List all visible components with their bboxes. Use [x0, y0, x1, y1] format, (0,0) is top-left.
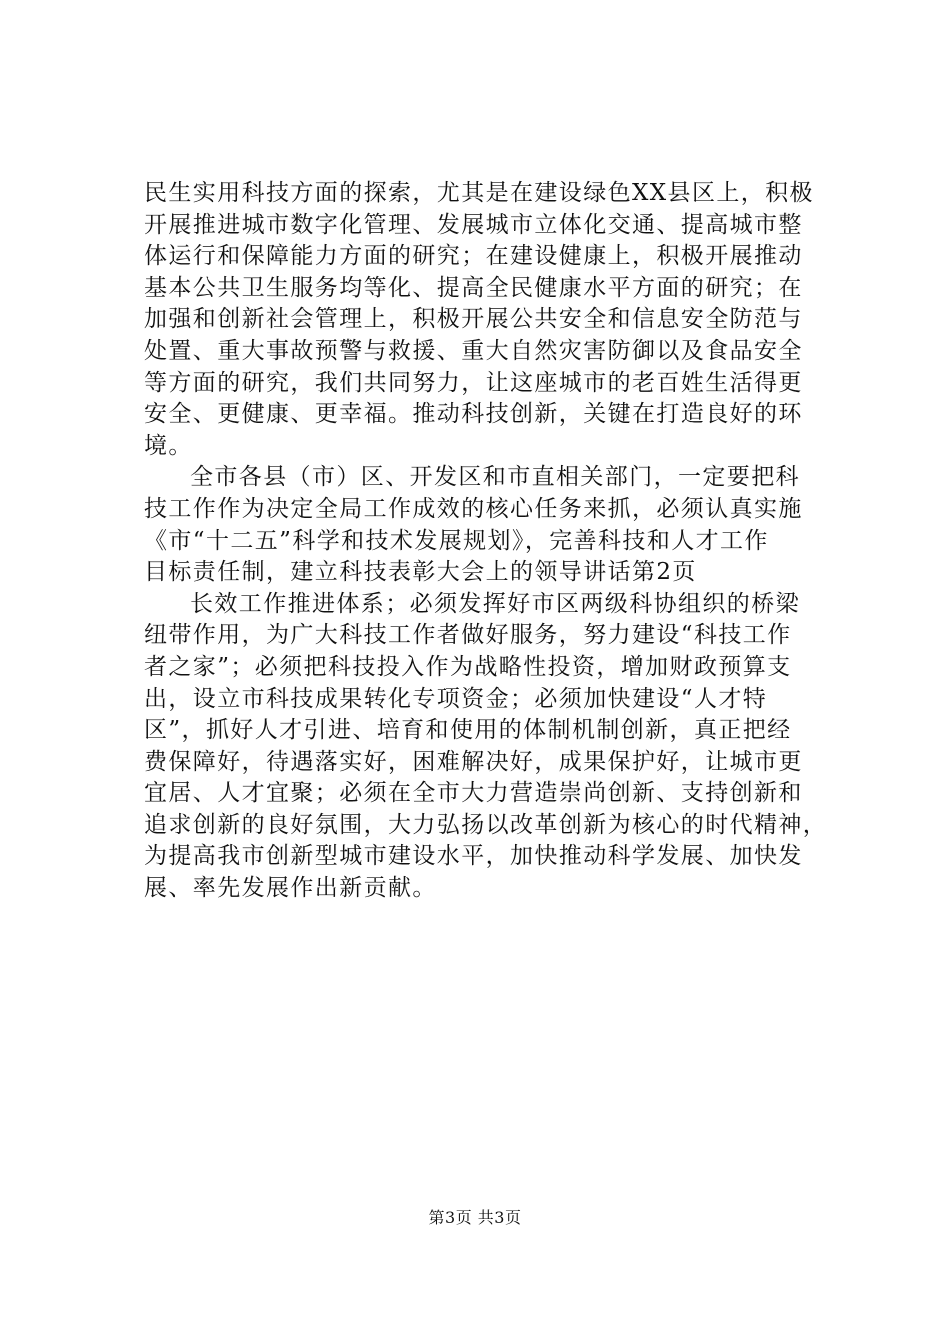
paragraph-1-line: 安全、更健康、更幸福。推动科技创新，关键在打造良好的环	[144, 401, 803, 428]
paragraph-2-line: 技工作作为决定全局工作成效的核心任务来抓，必须认真实施	[144, 495, 803, 522]
paragraph-1-line: 体运行和保障能力方面的研究；在建设健康上，积极开展推动	[144, 243, 803, 270]
paragraph-1-line: 处置、重大事故预警与救援、重大自然灾害防御以及食品安全	[144, 337, 803, 364]
paragraph-1-line: 开展推进城市数字化管理、发展城市立体化交通、提高城市整	[144, 211, 803, 238]
paragraph-2-line: 全市各县（市）区、开发区和市直相关部门，一定要把科	[190, 464, 800, 491]
paragraph-3-line: 长效工作推进体系；必须发挥好市区两级科协组织的桥梁	[190, 590, 800, 617]
paragraph-3-line: 区”，抓好人才引进、培育和使用的体制机制创新，真正把经	[144, 717, 792, 744]
paragraph-2-line: 目标责任制，建立科技表彰大会上的领导讲话第2页	[144, 559, 697, 586]
paragraph-3-line: 出，设立市科技成果转化专项资金；必须加快建设“人才特	[144, 685, 768, 712]
paragraph-1-line: 加强和创新社会管理上，积极开展公共安全和信息安全防范与	[144, 306, 803, 333]
document-body	[144, 178, 828, 905]
paragraph-3-line: 者之家”；必须把科技投入作为战略性投资，增加财政预算支	[144, 653, 792, 680]
paragraph-1-line: 等方面的研究，我们共同努力，让这座城市的老百姓生活得更	[144, 369, 803, 396]
page-footer	[0, 1208, 950, 1228]
paragraph-1-line: 基本公共卫生服务均等化、提高全民健康水平方面的研究；在	[144, 274, 803, 301]
paragraph-3-line: 展、率先发展作出新贡献。	[144, 875, 437, 902]
paragraph-3-line: 宜居、人才宜聚；必须在全市大力营造崇尚创新、支持创新和	[144, 780, 803, 807]
page-number-label: 第3页 共3页	[428, 1208, 522, 1227]
paragraph-3-line: 为提高我市创新型城市建设水平，加快推动科学发展、加快发	[144, 843, 803, 870]
paragraph-3-line: 费保障好，待遇落实好，困难解决好，成果保护好，让城市更	[144, 748, 803, 775]
paragraph-3-line: 追求创新的良好氛围，大力弘扬以改革创新为核心的时代精神，	[144, 811, 828, 838]
paragraph-1-line: 境。	[144, 432, 193, 459]
paragraph-2-line: 《市“十二五”科学和技术发展规划》，完善科技和人才工作	[144, 527, 769, 554]
paragraph-1-line: 民生实用科技方面的探索，尤其是在建设绿色XX县区上，积极	[144, 180, 814, 206]
paragraph-3-line: 纽带作用，为广大科技工作者做好服务，努力建设“科技工作	[144, 622, 792, 649]
